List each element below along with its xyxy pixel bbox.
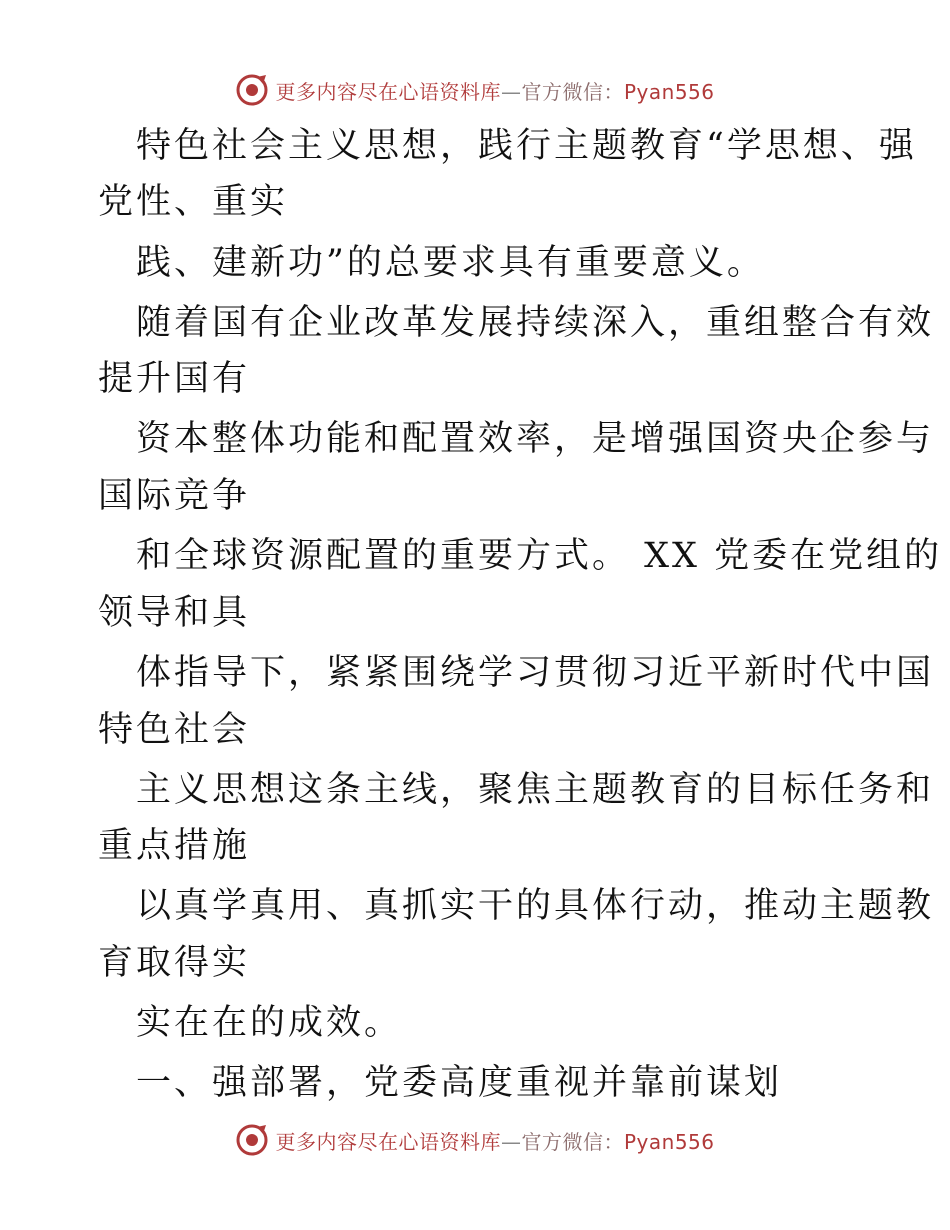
section-heading: 一、强部署，党委高度重视并靠前谋划 xyxy=(136,1063,783,1103)
header-banner-separator: — xyxy=(500,79,522,104)
paragraph-line: 实在在的成效。 xyxy=(136,1003,403,1043)
paragraph-line: 体指导下，紧紧围绕学习贯彻习近平新时代中国 xyxy=(136,653,935,693)
paragraph-line: 特色社会主义思想，践行主题教育“学思想、强 xyxy=(136,126,917,166)
header-banner-wechat-id: Pyan556 xyxy=(623,79,715,104)
header-banner-main: 更多内容尽在心语资料库 xyxy=(275,79,501,104)
footer-banner xyxy=(0,1120,950,1160)
paragraph-line: 国际竞争 xyxy=(98,476,251,516)
paragraph-line: 主义思想这条主线，聚焦主题教育的目标任务和 xyxy=(136,770,935,810)
brand-logo-icon xyxy=(235,73,269,107)
paragraph-line: 重点措施 xyxy=(98,826,251,866)
paragraph-line: 特色社会 xyxy=(98,710,251,750)
paragraph-line: 践、建新功”的总要求具有重要意义。 xyxy=(136,243,765,283)
paragraph-line: 随着国有企业改革发展持续深入，重组整合有效 xyxy=(136,303,935,343)
paragraph-line: 领导和具 xyxy=(98,593,251,633)
footer-banner-wechat-id: Pyan556 xyxy=(623,1129,715,1154)
footer-banner-text xyxy=(275,1126,714,1155)
brand-logo-icon xyxy=(235,1123,269,1157)
header-banner-official: 官方微信： xyxy=(521,79,624,104)
paragraph-line: 育取得实 xyxy=(98,943,251,983)
header-banner xyxy=(0,70,950,110)
paragraph-line: 以真学真用、真抓实干的具体行动，推动主题教 xyxy=(136,886,935,926)
paragraph-line: 资本整体功能和配置效率，是增强国资央企参与 xyxy=(136,419,935,459)
header-banner-text xyxy=(275,76,714,105)
footer-banner-separator: — xyxy=(500,1129,522,1154)
footer-banner-official: 官方微信： xyxy=(521,1129,624,1154)
footer-banner-main: 更多内容尽在心语资料库 xyxy=(275,1129,501,1154)
paragraph-line: 提升国有 xyxy=(98,359,251,399)
paragraph-line: 党性、重实 xyxy=(98,182,289,222)
paragraph-line: 和全球资源配置的重要方式。 XX 党委在党组的 xyxy=(136,536,943,576)
